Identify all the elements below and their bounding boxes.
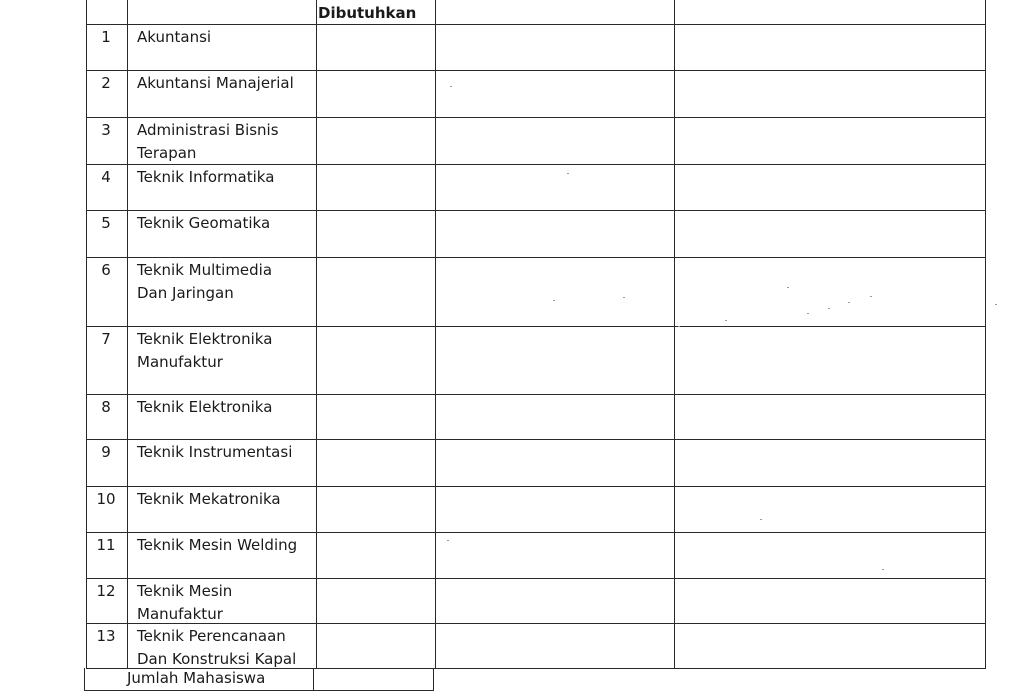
scan-speck: [848, 302, 850, 303]
scan-speck: [828, 308, 830, 309]
table-row-border: [86, 117, 986, 118]
scan-speck: [995, 304, 997, 305]
row-program-name: Teknik Perencanaan: [137, 627, 286, 645]
row-number: 5: [101, 214, 111, 232]
scan-speck: [623, 297, 625, 298]
row-program-name: Dan Konstruksi Kapal: [137, 650, 297, 668]
row-program-name: Manufaktur: [137, 605, 223, 623]
total-row-border: [433, 668, 434, 690]
table-row-border: [86, 24, 986, 25]
table-row-border: [86, 70, 986, 71]
row-program-name: Teknik Elektronika: [137, 330, 273, 348]
row-number: 3: [101, 121, 111, 139]
row-program-name: Teknik Instrumentasi: [137, 443, 293, 461]
header-dibutuhkan: Dibutuhkan: [318, 4, 417, 22]
total-row-border: [84, 668, 85, 690]
scan-speck: [760, 519, 762, 520]
row-program-name: Dan Jaringan: [137, 284, 234, 302]
table-row-border: [86, 164, 986, 165]
row-program-name: Akuntansi: [137, 28, 212, 46]
scan-speck: [870, 296, 872, 297]
row-number: 12: [96, 582, 116, 600]
table-column-border: [316, 0, 317, 668]
table-column-border: [435, 0, 436, 668]
row-program-name: Administrasi Bisnis: [137, 121, 279, 139]
row-program-name: Teknik Geomatika: [137, 214, 271, 232]
row-program-name: Teknik Informatika: [137, 168, 275, 186]
table-row-border: [86, 326, 986, 327]
row-number: 4: [101, 168, 111, 186]
table-column-border: [985, 0, 986, 668]
row-number: 2: [101, 74, 111, 92]
table-column-border: [127, 0, 128, 668]
row-program-name: Teknik Mesin: [137, 582, 233, 600]
row-program-name: Terapan: [137, 144, 197, 162]
table-row-border: [86, 486, 986, 487]
table-row-border: [86, 439, 986, 440]
table-column-border: [674, 0, 675, 668]
scan-speck: [678, 326, 680, 327]
scan-speck: [787, 287, 789, 288]
table-row-border: [86, 532, 986, 533]
scan-speck: [882, 569, 884, 570]
row-program-name: Teknik Mesin Welding: [137, 536, 298, 554]
total-row-border: [84, 690, 434, 691]
row-program-name: Teknik Elektronika: [137, 398, 273, 416]
scan-speck: [807, 313, 809, 314]
row-program-name: Manufaktur: [137, 353, 223, 371]
table-row-border: [86, 210, 986, 211]
table-row-border: [86, 394, 986, 395]
table-row-border: [86, 257, 986, 258]
row-number: 13: [96, 627, 116, 645]
row-number: 6: [101, 261, 111, 279]
scan-speck: [553, 300, 555, 301]
row-program-name: Teknik Multimedia: [137, 261, 273, 279]
scan-speck: [450, 86, 452, 87]
scan-speck: [447, 540, 449, 541]
scan-speck: [567, 173, 569, 174]
row-program-name: Akuntansi Manajerial: [137, 74, 294, 92]
scan-speck: [725, 320, 727, 321]
table-row-border: [86, 578, 986, 579]
row-number: 11: [96, 536, 116, 554]
row-number: 9: [101, 443, 111, 461]
row-number: 8: [101, 398, 111, 416]
row-number: 10: [96, 490, 116, 508]
total-row-border: [313, 668, 314, 690]
row-number: 7: [101, 330, 111, 348]
footer-total-label: Jumlah Mahasiswa: [127, 669, 266, 687]
row-number: 1: [101, 28, 111, 46]
row-program-name: Teknik Mekatronika: [137, 490, 281, 508]
